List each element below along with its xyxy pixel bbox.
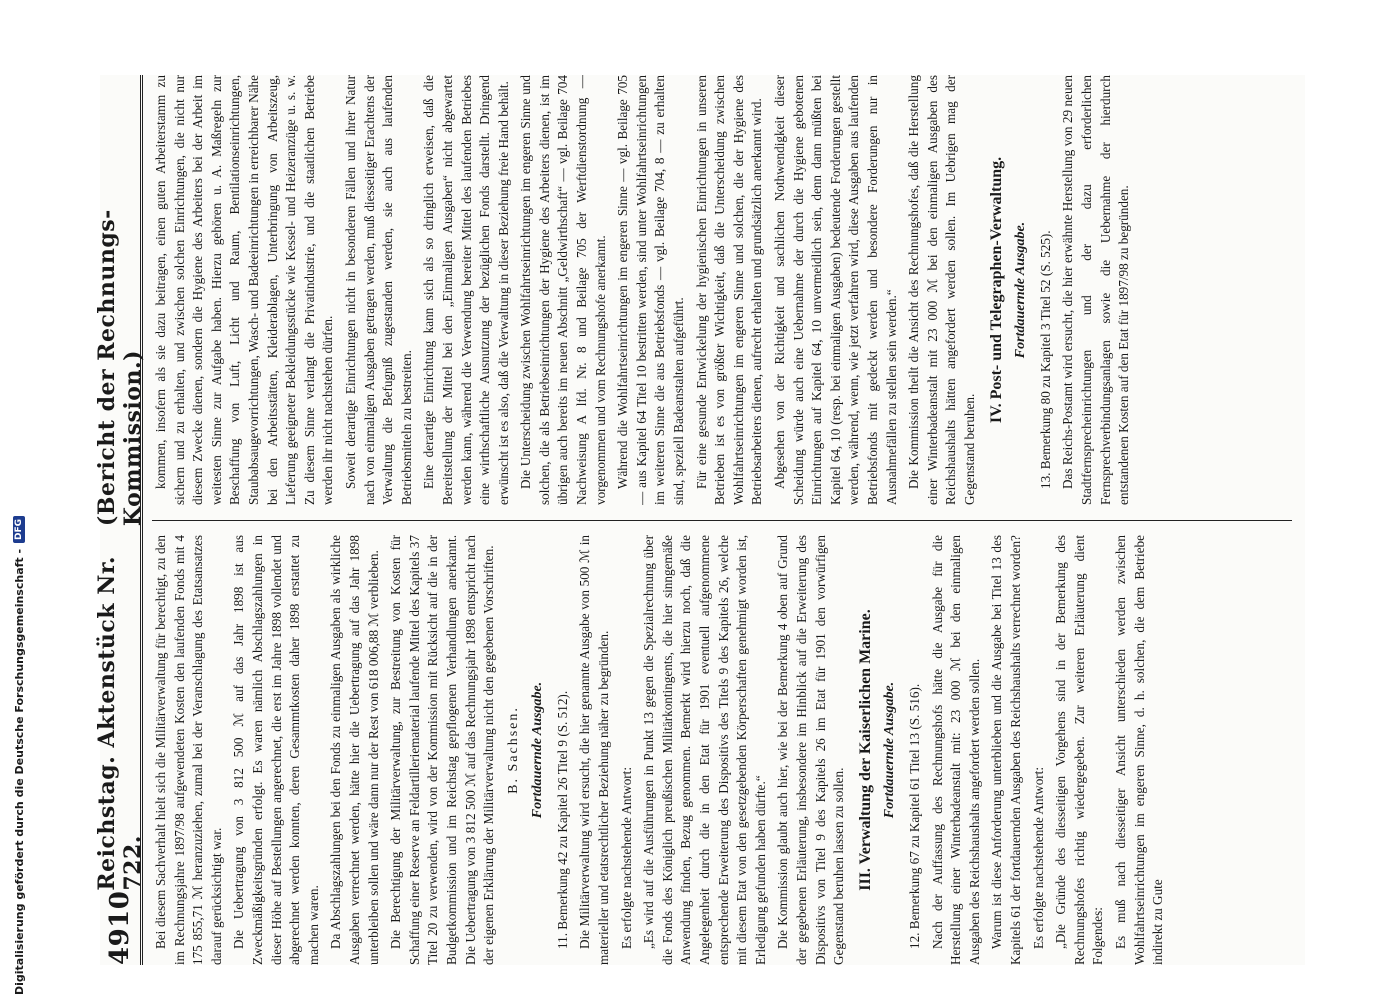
paragraph: „Die Gründe des diesseitigen Vorgehens sind in der Bemerkung des Rechnungshofes richtig wiedergegeben. Zur weiteren Erläuterung dient Folgendes: <box>1053 535 1106 965</box>
section-heading-iii: III. Verwaltung der Kaiserlichen Marine. <box>856 609 874 891</box>
paragraph: Während die Wohlfahrtseinrichtungen im engeren Sinne — vgl. Beilage 705 — aus Kapitel 64 Titel 10 bestritten werden, sind unter Wohlfahrtseinrichtungen im weiteren Sinne die aus Betriebsfonds — vgl. Beilage 704, 8 — zu erhalten sind, speziell Badeanstalten aufgeführt. <box>615 75 687 505</box>
document-page <box>94 75 1305 965</box>
subsection-heading: Fortdauernde Ausgabe. <box>530 681 546 819</box>
paragraph: kommen, insofern als sie dazu beitragen, einen guten Arbeiterstamm zu sichern und zu erhalten, und zwischen solchen Einrichtungen, die nicht nur diesem Zwecke dienen, sondern die Hygiene des Arbeiters bei der Arbeit im weitesten Sinne zur Aufgabe haben. Hierzu gehören u. A. Maßregeln zur Beschaffung von Luft, Licht und Raum, Bentilationseinrichtungen, Staubabsaugevorrichtungen, Wasch- und Badeeinrichtungen in erreichbarer Nähe bei den Arbeitsstätten, Kleiderablagen, Unterbringung von Arbeitszeug, Lieferung geeigneter Bekleidungsstücke wie Kessel- und Heizeranzüge u. s. w. Zu diesem Sinne verlangt die Privatindustrie, und die staatlichen Betriebe werden ihr nicht nachstehen dürfen. <box>153 75 336 505</box>
paragraph: Soweit derartige Einrichtungen nicht in besonderen Fällen und ihrer Natur nach von einmaligen Ausgaben getragen werden, muß diesseitiger Erachtens der Verwaltung die Befugniß zugestanden werden, sie auch aus laufenden Betriebsmitteln zu bestreiten. <box>342 75 414 505</box>
column-divider <box>152 520 1292 521</box>
paragraph: Es erfolgte nachstehende Antwort: <box>1030 766 1046 949</box>
paragraph: Bei diesem Sachverhalt hielt sich die Militärverwaltung für berechtigt, zu den im Rechnungsjahre 1897/98 aufgewendeten Kosten den laufenden Fonds mit 4 175 855,71 ℳ heranzuziehen, zumal bei der Veranschlagung des Etatsansatzes darauf gerücksichtigt war. <box>153 535 224 965</box>
section-heading-iv: IV. Post- und Telegraphen-Verwaltung. <box>987 156 1005 424</box>
paragraph: Die Unterscheidung zwischen Wohlfahrtseinrichtungen im engeren Sinne und solchen, die als Betriebseinrichtungen der Hygiene des Arbeiters dienen, ist im übrigen auch bereits im neuen Abschnitt „Geldwirthschaft“ — vgl. Beilage 704 Nachweisung A lfd. Nr. 8 und Beilage 705 der Werftdienstordnung — vorgenommen und vom Rechnungshofe anerkannt. <box>518 75 608 505</box>
paragraph: „Es wird auf die Ausführungen in Punkt 13 gegen die Spezialrechnung über die Fonds des Königlich preußischen Militärkontingents, die hier sinngemäße Anwendung finden, Bezug genommen. Bemerkt wird hierzu noch, daß die Angelegenheit durch die in den Etat für 1901 eventuell aufgenommene entsprechende Erweiterung des Dispositivs des Titels 9 des Kapitels 26, welche mit diesem Etat von den gesetzgebenden Körperschaften genehmigt worden ist, Erledigung gefunden haben dürfte.“ <box>641 535 768 965</box>
footer-text: Digitalisierung gefördert durch die Deutsche Forschungsgemeinschaft - <box>12 548 26 995</box>
page-content <box>94 75 1305 965</box>
right-column <box>152 75 1292 505</box>
paragraph: Da Abschlagszahlungen bei den Fonds zu einmaligen Ausgaben als wirkliche Ausgaben verrechnet werden, hätte hier die Uebertragung auf das Jahr 1898 unterbleiben sollen und wäre dann nur der Rest von 618 006,88 ℳ verblieben. <box>328 535 381 965</box>
left-column <box>152 535 1292 965</box>
remark-13-heading: 13. Bemerkung 80 zu Kapitel 3 Titel 52 (S. 525). <box>1037 230 1053 489</box>
paragraph: Für eine gesunde Entwickelung der hygienischen Einrichtungen in unseren Betrieben ist es von größter Wichtigkeit, daß die Unterscheidung zwischen Wohlfahrtseinrichtungen im engeren Sinne und solchen, die der Hygiene des Betriebsarbeiters dienen, aufrecht erhalten und grundsätzlich anerkannt wird. <box>693 75 765 505</box>
paragraph: Eine derartige Einrichtung kann sich als so dringlich erweisen, daß die Bereitstellung der Mittel bei den „Einmaligen Ausgaben“ nicht abgewartet werden kann, während die Verwendung bereiter Mittel des laufenden Betriebes eine wirthschaftliche Ausnutzung der bezüglichen Fonds darstellt. Dringend erwünscht ist es also, daß die Verwaltung in dieser Beziehung freie Hand behält. <box>421 75 511 505</box>
paragraph: Es erfolgte nachstehende Antwort: <box>618 766 634 949</box>
paragraph: Das Reichs-Postamt wird ersucht, die hier erwähnte Herstellung von 29 neuen Stadtfernsprecheinrichtungen und der dazu erforderlichen Fernsprechverbindungsanlagen sowie die Uebernahme der hierdurch entstandenen Kosten auf den Etat für 1897/98 zu begründen. <box>1060 75 1132 505</box>
dfg-logo: DFG <box>13 516 25 543</box>
subsection-heading: Fortdauernde Ausgabe. <box>882 681 898 819</box>
rotated-frame <box>94 75 1305 965</box>
running-title-right: (Bericht der Rechnungs-Kommission.) <box>94 209 146 527</box>
paragraph: Abgesehen von der Richtigkeit und sachlichen Nothwendigkeit dieser Scheidung würde auch eine Uebernahme der durch die Hygiene gebotenen Einrichtungen auf Kapitel 64, 10 unvermeidlich sein, denn dann müßten bei Kapitel 64, 10 (resp. bei einmaligen Ausgaben) bedeutende Forderungen gestellt werden, während, wenn, wie jetzt verfahren wird, diese Ausgaben aus laufenden Betriebsfonds mit gedeckt werden und besondere Forderungen nur in Ausnahmefällen zu stellen sein werden.“ <box>772 75 899 505</box>
paragraph: Nach der Auffassung des Rechnungshofs hätte die Ausgabe für die Herstellung einer Winterbadeanstalt mit: 23 000 ℳ bei den einmaligen Ausgaben des Reichshaushalts angefordert werden sollen. <box>929 535 982 965</box>
paragraph: Die Kommission theilt die Ansicht des Rechnungshofes, daß die Herstellung einer Winterbadeanstalt mit 23 000 ℳ bei den einmaligen Ausgaben des Reichshaushalts hätten angefordert werden sollen. Im Uebrigen mag der Gegenstand beruhen. <box>906 75 977 505</box>
page-number: 4910 <box>105 890 135 965</box>
paragraph: Es muß nach diesseitiger Ansicht unterschieden werden zwischen Wohlfahrtseinrichtungen im engeren Sinne, d. h. solchen, die dem Betriebe indirekt zu Gute <box>1112 535 1166 965</box>
paragraph: Die Kommission glaubt auch hier, wie bei der Bemerkung 4 oben auf Grund der gegebenen Erläuterung, insbesondere im Hinblick auf die Erweiterung des Dispositivs von Titel 9 des Kapitels 26 im Etat für 1901 den vorwürfigen Gegenstand beruhen lassen zu sollen. <box>775 535 847 965</box>
running-title: Reichstag. Aktenstück Nr. 722. <box>94 555 146 891</box>
remark-12-heading: 12. Bemerkung 67 zu Kapitel 61 Titel 13 (S. 516). <box>906 683 922 949</box>
paragraph: Die Berechtigung der Militärverwaltung, zur Bestreitung von Kosten für Schaffung einer Reserve an Feldartilleriematerial laufende Mittel des Kapitels 37 Titel 20 zu verwenden, wird von der Kommission mit Rücksicht auf die in der Budgetkommission und im Reichstag gepflogenen Verhandlungen anerkannt. Die Uebertragung von 3 812 500 ℳ auf das Rechnungsjahr 1898 entspricht nach der eigenen Erklärung der Militärverwaltung nicht den gegebenen Vorschriften. <box>388 535 497 965</box>
subsection-heading: Fortdauernde Ausgabe. <box>1013 221 1029 359</box>
page-header <box>94 75 146 965</box>
paragraph: Die Militärverwaltung wird ersucht, die hier genannte Ausgabe von 500 ℳ in materieller und etatsrechtlicher Beziehung näher zu begründen. <box>577 535 612 965</box>
paragraph: Die Uebertragung von 3 812 500 ℳ auf das Jahr 1898 ist aus Zweckmäßigkeitsgründen erfolgt. Es waren nämlich Abschlagszahlungen in dieser Höhe auf Bestellungen angerechnet, die erst im Jahre 1898 vollendet und abgerechnet werden konnten, deren Gesammtkosten daher 1898 erstattet zu machen waren. <box>231 535 321 965</box>
section-heading-b: B. Sachsen. <box>505 706 521 794</box>
digitization-footer <box>8 5 30 995</box>
remark-11-heading: 11. Bemerkung 42 zu Kapitel 26 Titel 9 (S. 512). <box>554 690 570 949</box>
paragraph: Warum ist diese Anforderung unterblieben und die Ausgabe bei Titel 13 des Kapitels 61 der fortdauernden Ausgaben des Reichshaushalts verrechnet worden? <box>989 535 1023 965</box>
